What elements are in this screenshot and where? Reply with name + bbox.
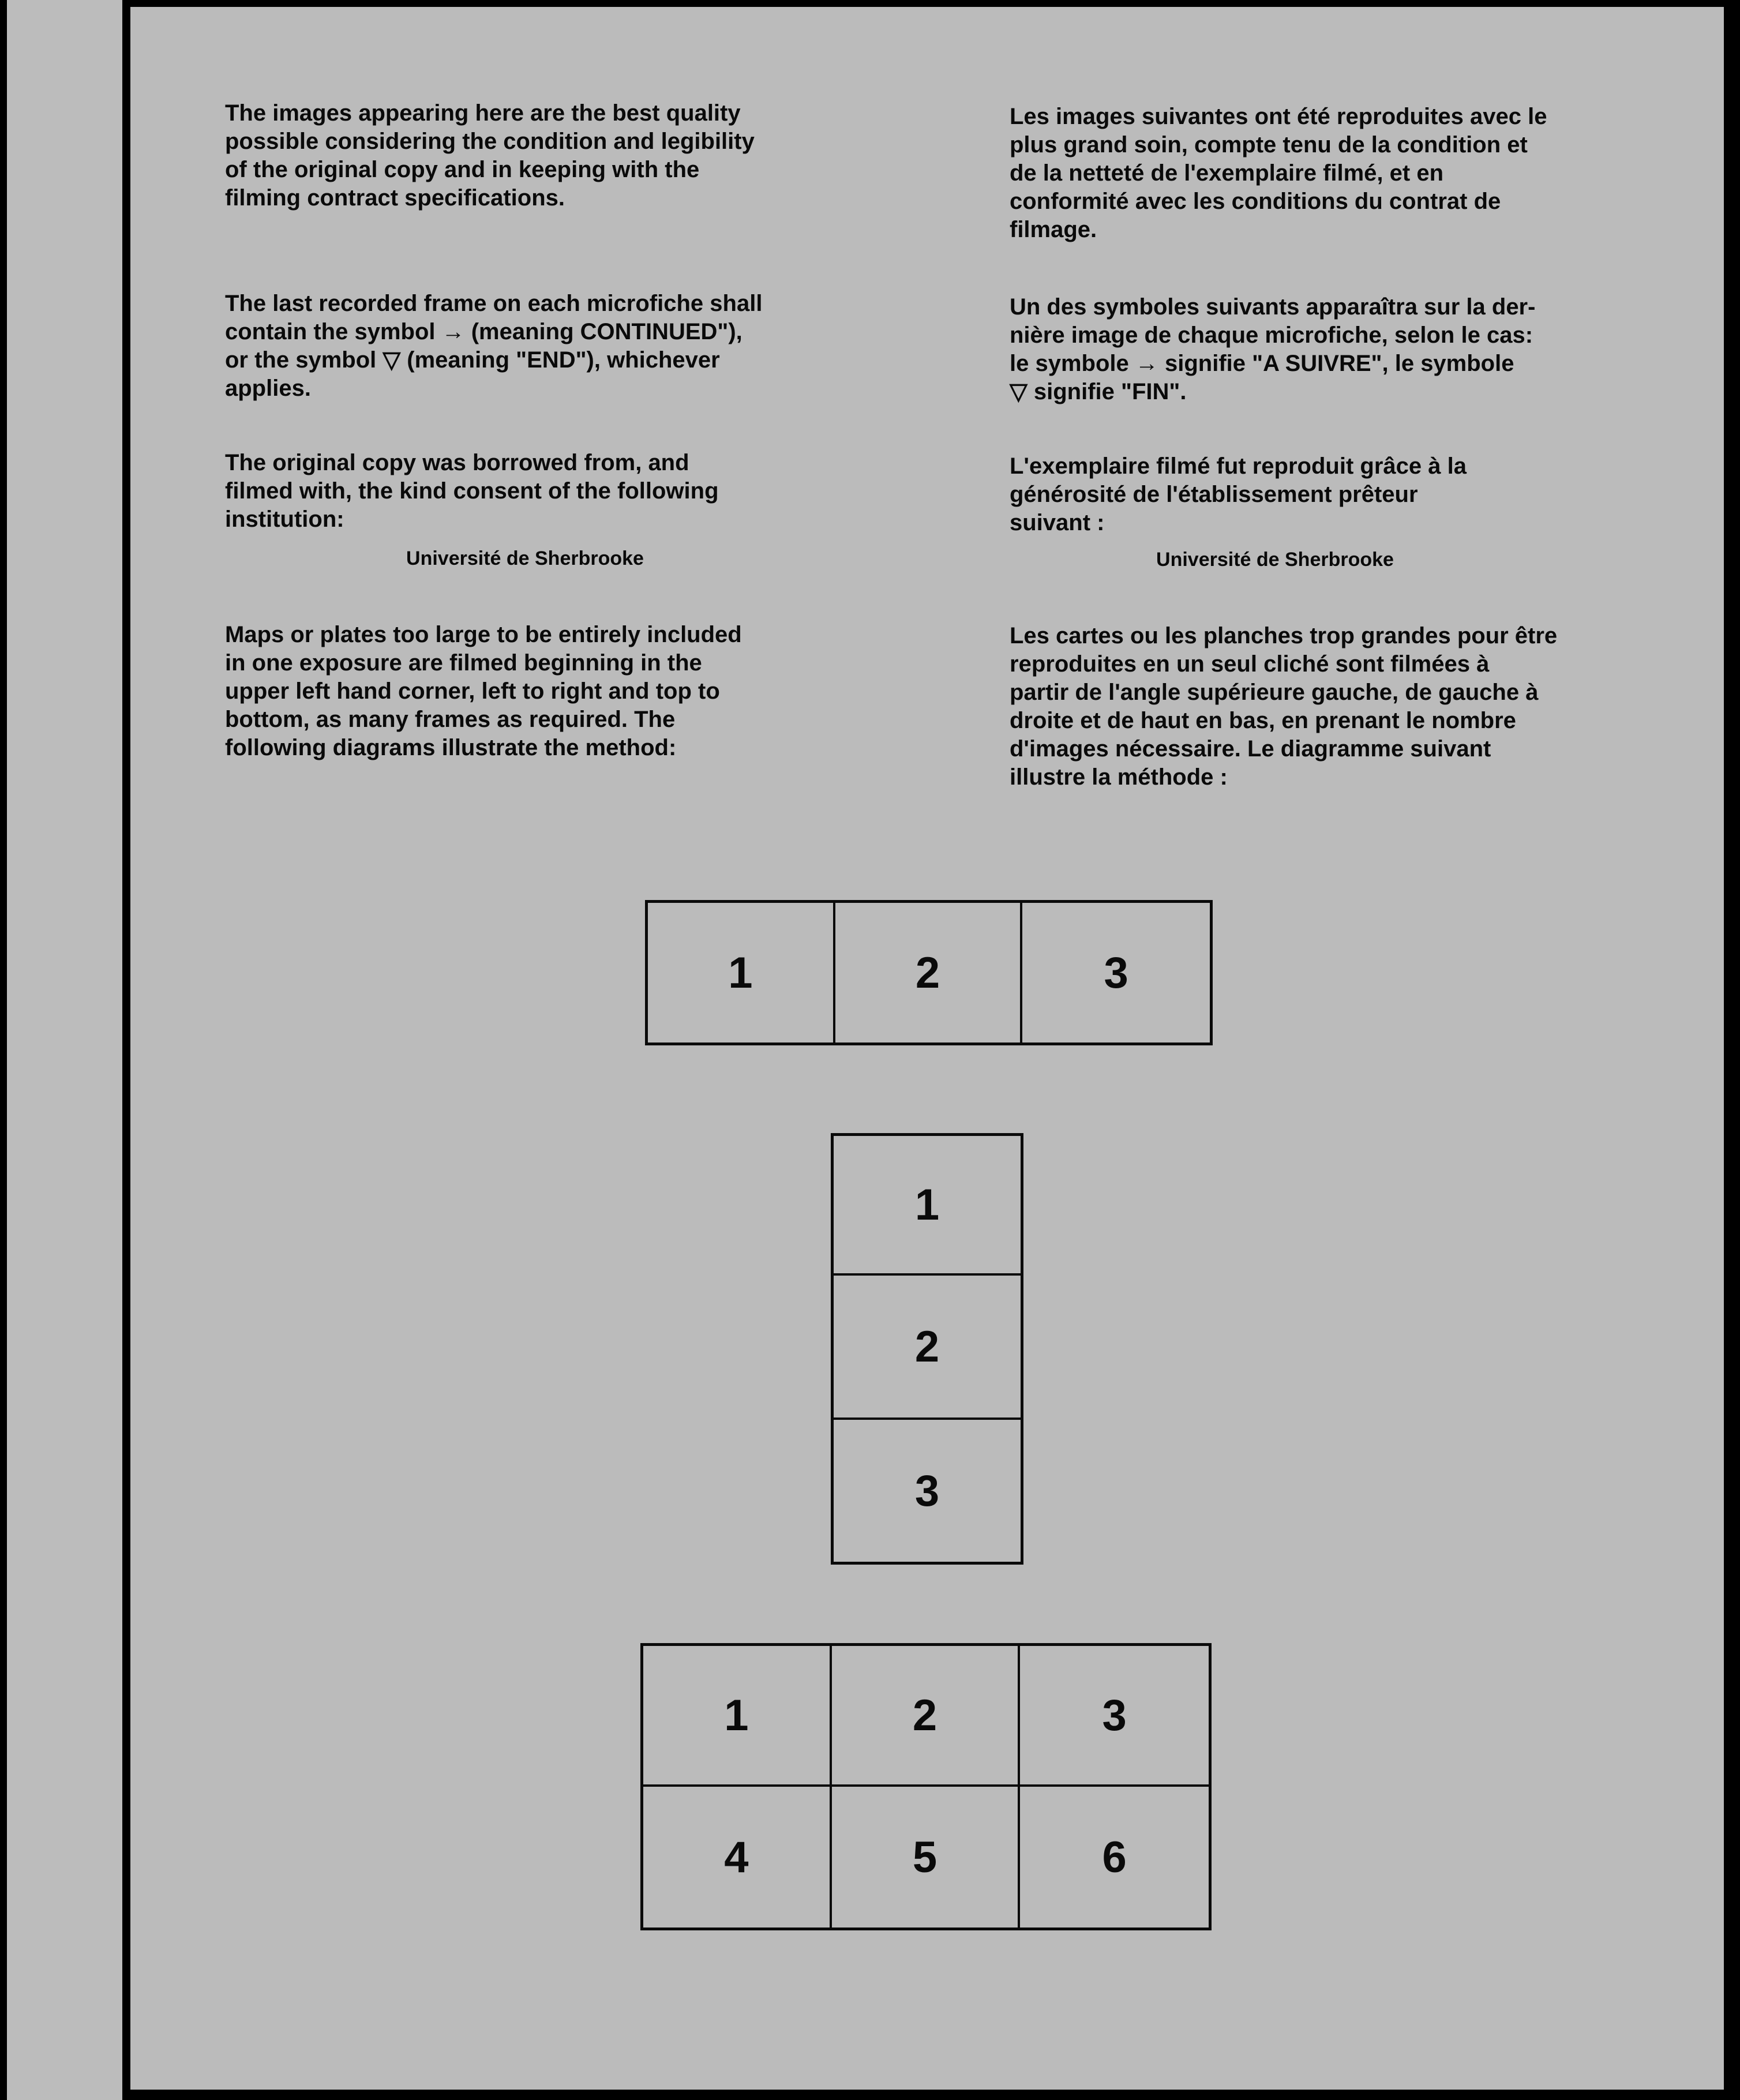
english-symbol-note: The last recorded frame on each microfiche shall contain the symbol → (meaning CONTINUED"), or the symbol ▽ (meaning "END"), whichever applies.: [225, 291, 763, 401]
english-column-symbols: [225, 290, 871, 403]
french-quality-note: Les images suivantes ont été reproduites avec le plus grand soin, compte tenu de la condition et de la netteté de l'exemplaire filmé, et en conformité avec les conditions du contrat de filmage.: [1010, 104, 1547, 242]
french-column: [1010, 103, 1662, 244]
english-maps-note: Maps or plates too large to be entirely included in one exposure are filmed beginning in the upper left hand corner, left to right and top to bottom, as many frames as required. The following diagrams illustrate the method:: [225, 622, 742, 760]
french-symbol-note: Un des symboles suivants apparaîtra sur la der- nière image de chaque microfiche, selon le cas: le symbole → signifie "A SUIVRE", le symbole ▽ signifie "FIN".: [1010, 294, 1536, 404]
french-credit-note: L'exemplaire filmé fut reproduit grâce à la générosité de l'établissement prêteur suivant :: [1010, 453, 1467, 535]
frame-cell: 3: [1104, 948, 1128, 997]
horizontal-frame-diagram: [645, 900, 1213, 1045]
frame-cell: 3: [914, 1466, 940, 1516]
left-margin-strip: [7, 0, 122, 2100]
grid-frame-diagram: [640, 1643, 1212, 1930]
french-institution: Université de Sherbrooke: [1156, 549, 1394, 571]
french-column-credit: [1010, 452, 1662, 537]
french-column-symbols: [1010, 293, 1662, 406]
english-column-credit: [225, 449, 871, 534]
frame-cell: 3: [1020, 1646, 1209, 1787]
frame-cell: 5: [832, 1787, 1021, 1927]
frame-cell: 2: [835, 903, 1023, 1042]
frame-cell: 1: [648, 903, 835, 1042]
french-maps-note: Les cartes ou les planches trop grandes pour être reproduites en un seul cliché sont filmées à partir de l'angle supérieure gauche, de gauche à droite et de haut en bas, en prenant le nombre d'images nécessaire. Le diagramme suivant illustre la méthode :: [1010, 623, 1558, 790]
frame-cell: 6: [1102, 1832, 1127, 1882]
vertical-frame-diagram: [831, 1133, 1023, 1565]
english-credit-note: The original copy was borrowed from, and filmed with, the kind consent of the following institution:: [225, 450, 719, 532]
frame-cell: 2: [832, 1646, 1021, 1787]
frame-cell: 1: [834, 1136, 1021, 1276]
frame-cell: 4: [643, 1787, 832, 1927]
french-column-maps: [1010, 622, 1662, 792]
english-quality-note: The images appearing here are the best quality possible considering the condition and legibility of the original copy and in keeping with the filming contract specifications.: [225, 100, 755, 211]
english-column: [225, 99, 871, 212]
frame-cell: 1: [643, 1646, 832, 1787]
english-column-maps: [225, 621, 871, 762]
frame-cell: 2: [834, 1276, 1021, 1420]
english-institution: Université de Sherbrooke: [406, 548, 644, 569]
